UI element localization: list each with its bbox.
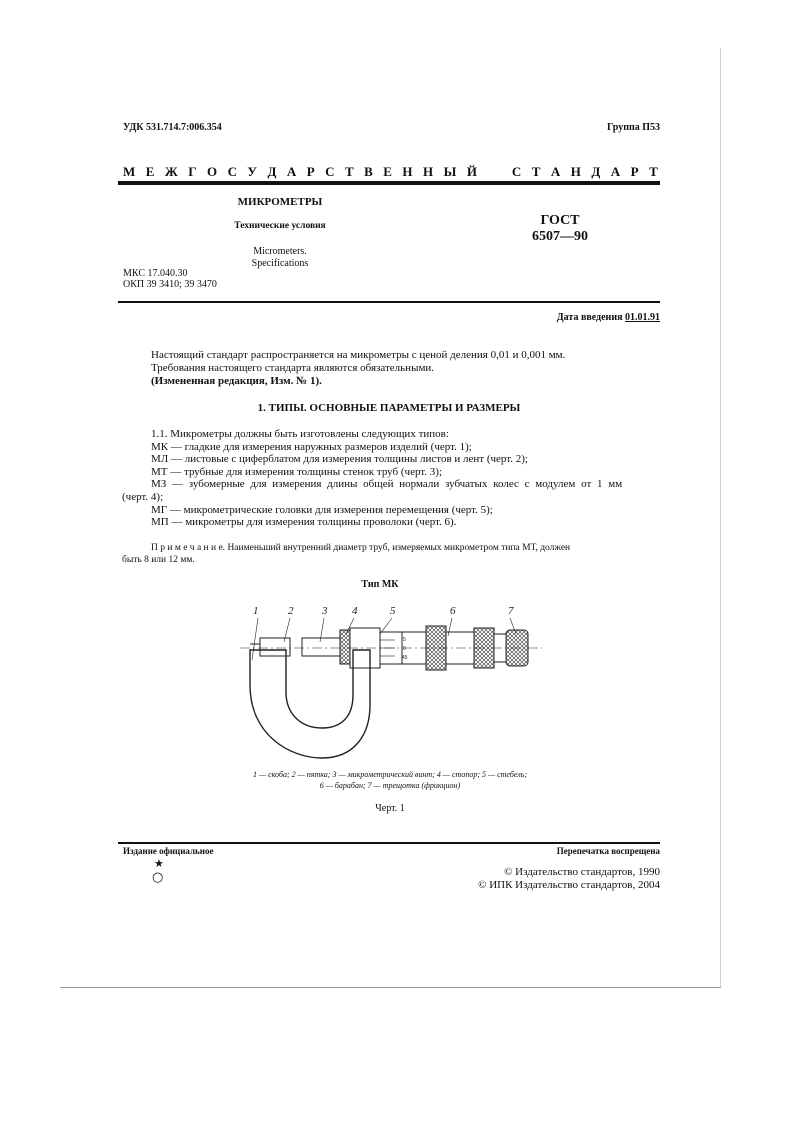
- banner-letter: Е: [383, 164, 392, 179]
- figure-legend-1: 1 — скоба; 2 — пятка; 3 — микрометрический винт; 4 — стопор; 5 — стебель;: [252, 770, 528, 779]
- banner-letter: Н: [570, 164, 581, 179]
- official-edition: Издание официальное: [123, 846, 214, 856]
- circle-icon: ○: [152, 870, 164, 885]
- banner-letter: Г: [188, 164, 197, 179]
- note-label: П р и м е ч а н и е.: [151, 543, 226, 553]
- banner-letter: М: [123, 164, 136, 179]
- page-right-edge: [720, 48, 721, 988]
- gost-number: 6507—90: [532, 229, 588, 244]
- intro-line-2: Требования настоящего стандарта являются обязательными.: [151, 362, 435, 374]
- scale-mark-5: 5: [403, 637, 406, 643]
- section-1-heading: 1. ТИПЫ. ОСНОВНЫЕ ПАРАМЕТРЫ И РАЗМЕРЫ: [257, 402, 521, 414]
- banner-letter: В: [364, 164, 373, 179]
- type-mg: МГ — микрометрические головки для измерения перемещения (черт. 5);: [151, 503, 493, 516]
- gost-label: ГОСТ: [540, 213, 580, 228]
- micrometer-drawing: [220, 600, 550, 765]
- scale-mark-45: 45: [402, 655, 408, 661]
- banner-letter: Д: [267, 164, 277, 179]
- star-icon: ★: [154, 857, 164, 870]
- intro-amendment: (Измененная редакция, Изм. № 1).: [151, 375, 322, 387]
- footer-rule: [118, 842, 660, 844]
- banner-letter: С: [227, 164, 237, 179]
- doc-title: МИКРОМЕТРЫ: [237, 196, 323, 208]
- banner-letter: С: [511, 164, 522, 179]
- label-4: 4: [352, 605, 358, 617]
- page-bottom-edge: [60, 987, 721, 988]
- udk-code: УДК 531.714.7:006.354: [123, 122, 222, 133]
- banner-letter: Ы: [443, 164, 457, 179]
- banner-letter: Ж: [164, 164, 178, 179]
- figure-legend-2: 6 — барабан; 7 — трещотка (фрикцион): [319, 781, 461, 790]
- header-rule: [118, 181, 660, 185]
- type-mz-cont: (черт. 4);: [122, 490, 164, 503]
- note-text: Наименьший внутренний диаметр труб, измеряемых микрометром типа МТ, должен: [225, 543, 571, 553]
- banner-letter: О: [206, 164, 218, 179]
- type-ml: МЛ — листовые с циферблатом для измерения толщины листов и лент (черт. 2);: [151, 453, 528, 466]
- banner-letter: А: [550, 164, 561, 179]
- banner-letter: Т: [345, 164, 354, 179]
- mks-code: МКС 17.040.30: [123, 268, 188, 279]
- banner-letter: Й: [466, 164, 477, 179]
- banner-letter: А: [286, 164, 297, 179]
- label-6: 6: [450, 605, 456, 617]
- banner-letter: У: [247, 164, 257, 179]
- group-code: Группа П53: [607, 122, 660, 133]
- banner-letter: Е: [145, 164, 155, 179]
- banner-letter: Р: [630, 164, 639, 179]
- banner-letter: Н: [402, 164, 413, 179]
- type-mz: [122, 478, 660, 491]
- scale-mark-0: 0: [403, 646, 406, 652]
- banner-letter: А: [610, 164, 621, 179]
- spindle: [302, 638, 340, 656]
- copyright-1990: © Издательство стандартов, 1990: [504, 866, 660, 878]
- banner-letter: Д: [591, 164, 601, 179]
- label-1: 1: [253, 605, 259, 617]
- banner-letter: Р: [306, 164, 315, 179]
- copyright-2004: © ИПК Издательство стандартов, 2004: [478, 879, 660, 891]
- label-3: 3: [322, 605, 328, 617]
- banner-gap: [487, 164, 501, 180]
- banner-letter: Т: [531, 164, 541, 179]
- types-intro: 1.1. Микрометры должны быть изготовлены следующих типов:: [151, 428, 449, 440]
- type-mt: МТ — трубные для измерения толщины стенок труб (черт. 3);: [151, 465, 443, 478]
- banner-letter: С: [325, 164, 335, 179]
- label-5: 5: [390, 605, 396, 617]
- note: [151, 543, 661, 553]
- banner-letter: Т: [649, 164, 658, 179]
- figure-title: Тип МК: [361, 579, 399, 590]
- okp-code: ОКП 39 3410; 39 3470: [123, 279, 217, 290]
- type-mp: МП — микрометры для измерения толщины проволоки (черт. 6).: [151, 516, 457, 529]
- reprint-notice: Перепечатка воспрещена: [556, 846, 660, 856]
- figure-caption: Черт. 1: [375, 803, 405, 814]
- doc-title-en-2: Specifications: [251, 258, 309, 269]
- type-mz-text: МЗ — зубомерные для измерения длины общей нормали зубчатых колес с модулем от 1 мм: [151, 478, 623, 491]
- types-list: [122, 428, 660, 529]
- intro-line-1: Настоящий стандарт распространяется на микрометры с ценой деления 0,01 и 0,001 мм.: [151, 349, 566, 361]
- label-7: 7: [508, 605, 514, 617]
- doc-subtitle: Технические условия: [234, 221, 326, 231]
- note-cont: быть 8 или 12 мм.: [122, 555, 195, 565]
- intro-date-label: Дата введения: [556, 312, 623, 323]
- banner-letter: Н: [423, 164, 434, 179]
- frame-outline: [250, 650, 370, 758]
- label-2: 2: [288, 605, 294, 617]
- type-mk: МК — гладкие для измерения наружных размеров изделий (черт. 1);: [151, 440, 472, 453]
- intro-date-value: 01.01.91: [625, 312, 660, 323]
- intro-date: [460, 312, 660, 323]
- title-rule: [118, 301, 660, 303]
- lock-nut: [340, 630, 350, 664]
- doc-title-en-1: Micrometers.: [253, 246, 307, 257]
- interstate-standard-banner: [123, 164, 658, 180]
